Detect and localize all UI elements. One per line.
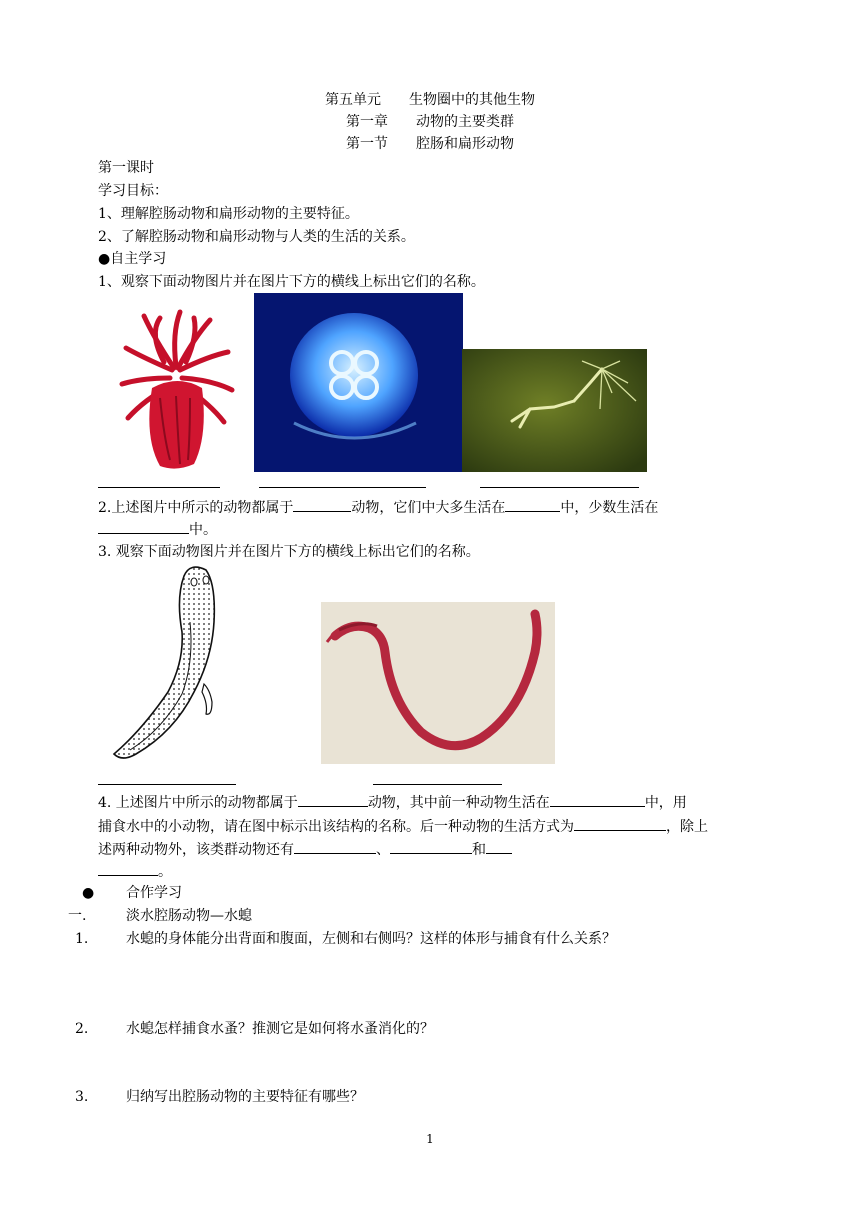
self-study-title: ●自主学习 — [98, 251, 167, 267]
q4-line3-c: 和 — [472, 842, 486, 858]
q4-blank-6[interactable] — [486, 839, 512, 854]
coop-sub-title: 淡水腔肠动物—水螅 — [126, 908, 252, 924]
planarian-image — [102, 562, 222, 764]
coop-sub-num: 一. — [68, 908, 87, 924]
q4-blank-5[interactable] — [390, 839, 472, 854]
question-2-line-2 — [98, 519, 217, 540]
jellyfish-image — [254, 293, 463, 472]
question-4-line-4 — [98, 861, 172, 882]
q2-blank-2[interactable] — [505, 497, 560, 512]
goals-title: 学习目标： — [98, 183, 168, 199]
q4-blank-2[interactable] — [550, 792, 645, 807]
coop-title: 合作学习 — [126, 885, 182, 901]
coop-q3-num: 3. — [75, 1089, 89, 1105]
q4-line4-end: 。 — [158, 864, 172, 880]
question-4-line-3 — [98, 839, 512, 860]
hydra-image — [462, 349, 647, 472]
q2-text-a: 2.上述图片中所示的动物都属于 — [98, 500, 294, 516]
coop-q2-num: 2. — [75, 1021, 89, 1037]
unit-title: 第五单元 生物圈中的其他生物 — [325, 92, 535, 108]
q4-line2-b: ，除上 — [666, 819, 708, 835]
q4-blank-6-cont[interactable] — [98, 861, 158, 876]
q2-blank-3[interactable] — [98, 519, 189, 534]
answer-line-1[interactable] — [98, 487, 220, 488]
q4-blank-1[interactable] — [298, 792, 368, 807]
q4-line2-a: 捕食水中的小动物，请在图中标示出该结构的名称。后一种动物的生活方式为 — [98, 819, 574, 835]
q4-line3-b: 、 — [376, 842, 390, 858]
question-2-line-1 — [98, 497, 658, 518]
answer-line-4[interactable] — [98, 784, 236, 785]
goal-1: 1、理解腔肠动物和扁形动物的主要特征。 — [98, 206, 359, 222]
goal-2: 2、了解腔肠动物和扁形动物与人类的生活的关系。 — [98, 229, 415, 245]
coop-q3-text: 归纳写出腔肠动物的主要特征有哪些？ — [126, 1089, 364, 1105]
q4-blank-4[interactable] — [294, 839, 376, 854]
lesson-label: 第一课时 — [98, 160, 154, 176]
answer-line-2[interactable] — [259, 487, 426, 488]
answer-line-3[interactable] — [480, 487, 639, 488]
sea-anemone-image — [114, 308, 238, 472]
q4-text-a: 4. 上述图片中所示的动物都属于 — [98, 795, 298, 811]
question-1: 1、观察下面动物图片并在图片下方的横线上标出它们的名称。 — [98, 274, 485, 290]
question-4-line-2 — [98, 816, 708, 837]
coop-bullet: ● — [82, 885, 95, 901]
q4-text-c: 中，用 — [644, 795, 687, 811]
coop-q1-text: 水螅的身体能分出背面和腹面，左侧和右侧吗？这样的体形与捕食有什么关系？ — [126, 931, 616, 947]
q2-text-c: 中，少数生活在 — [560, 500, 659, 516]
answer-line-5[interactable] — [373, 784, 502, 785]
q4-blank-3[interactable] — [574, 816, 666, 831]
question-4-line-1 — [98, 792, 687, 813]
section-title: 第一节 腔肠和扁形动物 — [346, 136, 514, 152]
q4-line3-a: 述两种动物外，该类群动物还有 — [98, 842, 294, 858]
page-number: 1 — [426, 1132, 434, 1146]
q2-text-b: 动物，它们中大多生活在 — [351, 500, 506, 516]
q4-text-b: 动物，其中前一种动物生活在 — [367, 795, 550, 811]
schistosome-image — [321, 602, 555, 764]
chapter-title: 第一章 动物的主要类群 — [346, 114, 514, 130]
q2-text-d: 中。 — [189, 522, 217, 538]
question-3: 3. 观察下面动物图片并在图片下方的横线上标出它们的名称。 — [98, 544, 480, 560]
q2-blank-1[interactable] — [293, 497, 351, 512]
coop-q2-text: 水螅怎样捕食水蚤？推测它是如何将水蚤消化的？ — [126, 1021, 434, 1037]
coop-q1-num: 1. — [75, 931, 89, 947]
